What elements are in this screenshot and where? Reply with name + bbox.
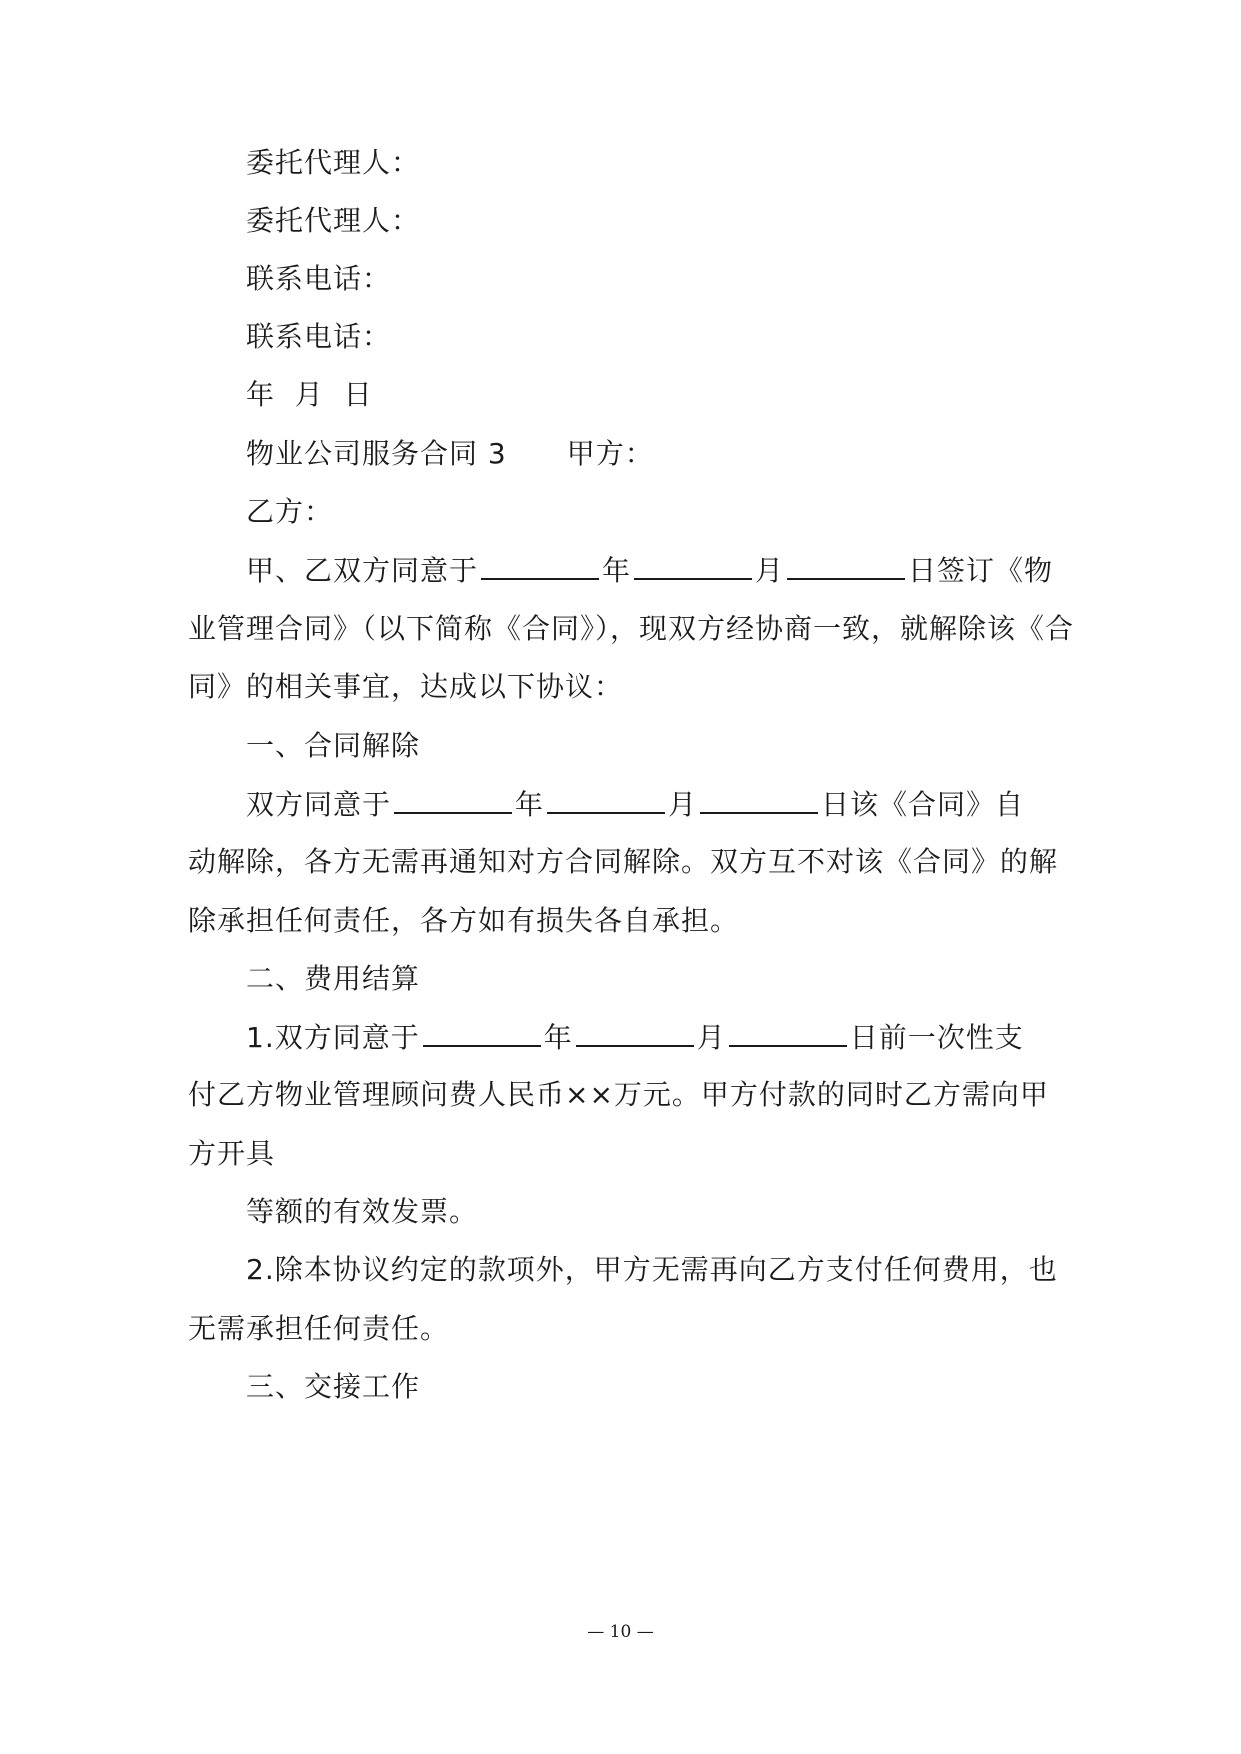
month-blank (576, 1017, 694, 1047)
month-blank (634, 550, 752, 580)
year-blank (481, 550, 599, 580)
month-label: 月 (755, 554, 785, 587)
year-label: 年 (515, 788, 545, 821)
para2-line3: 除承担任何责任，各方如有损失各自承担。 (188, 904, 740, 937)
year-blank (394, 784, 512, 814)
para1-end: 日签订《物 (908, 554, 1054, 587)
contract-heading (246, 434, 1058, 474)
para1-line1 (246, 550, 1058, 591)
phone-line-1: 联系电话： (246, 262, 392, 295)
para2-line1 (246, 784, 1058, 825)
year-label: 年 (543, 1021, 573, 1054)
page-number: — 10 — (587, 1622, 654, 1642)
para1-line3: 同》的相关事宜，达成以下协议： (188, 670, 624, 703)
party-a-label: 甲方： (566, 437, 654, 470)
para3-line2: 付乙方物业管理顾问费人民币××万元。甲方付款的同时乙方需向甲 (188, 1078, 1049, 1111)
para2-line2: 动解除，各方无需再通知对方合同解除。双方互不对该《合同》的解 (188, 845, 1059, 878)
day-blank (700, 784, 818, 814)
day-blank (729, 1017, 847, 1047)
agent-line-2: 委托代理人： (246, 204, 421, 237)
year-label: 年 (602, 554, 632, 587)
contract-title: 物业公司服务合同 3 (246, 437, 507, 470)
section3-heading: 三、交接工作 (246, 1370, 421, 1403)
para3-line3: 方开具 (188, 1137, 276, 1170)
day-blank (787, 550, 905, 580)
para2-start: 双方同意于 (246, 788, 392, 821)
phone-line-2: 联系电话： (246, 320, 392, 353)
section2-heading: 二、费用结算 (246, 962, 421, 995)
month-label: 月 (668, 788, 698, 821)
para3-line4: 等额的有效发票。 (246, 1195, 479, 1228)
para3-start: 1.双方同意于 (246, 1021, 420, 1054)
month-blank (547, 784, 665, 814)
year-blank (423, 1017, 541, 1047)
para4-line1: 2.除本协议约定的款项外，甲方无需再向乙方支付任何费用，也 (246, 1253, 1058, 1286)
para1-line2: 业管理合同》（以下简称《合同》），现双方经协商一致，就解除该《合 (188, 612, 1075, 645)
month-label: 月 (696, 1021, 726, 1054)
date-line: 年 月 日 (246, 378, 373, 411)
para3-end: 日前一次性支 (849, 1021, 1024, 1054)
para1-start: 甲、乙双方同意于 (246, 554, 479, 587)
para3-line1 (246, 1017, 1058, 1058)
agent-line-1: 委托代理人： (246, 146, 421, 179)
para4-line2: 无需承担任何责任。 (188, 1312, 450, 1345)
section1-heading: 一、合同解除 (246, 729, 421, 762)
party-b-label: 乙方： (246, 495, 334, 528)
para2-end: 日该《合同》自 (821, 788, 1025, 821)
